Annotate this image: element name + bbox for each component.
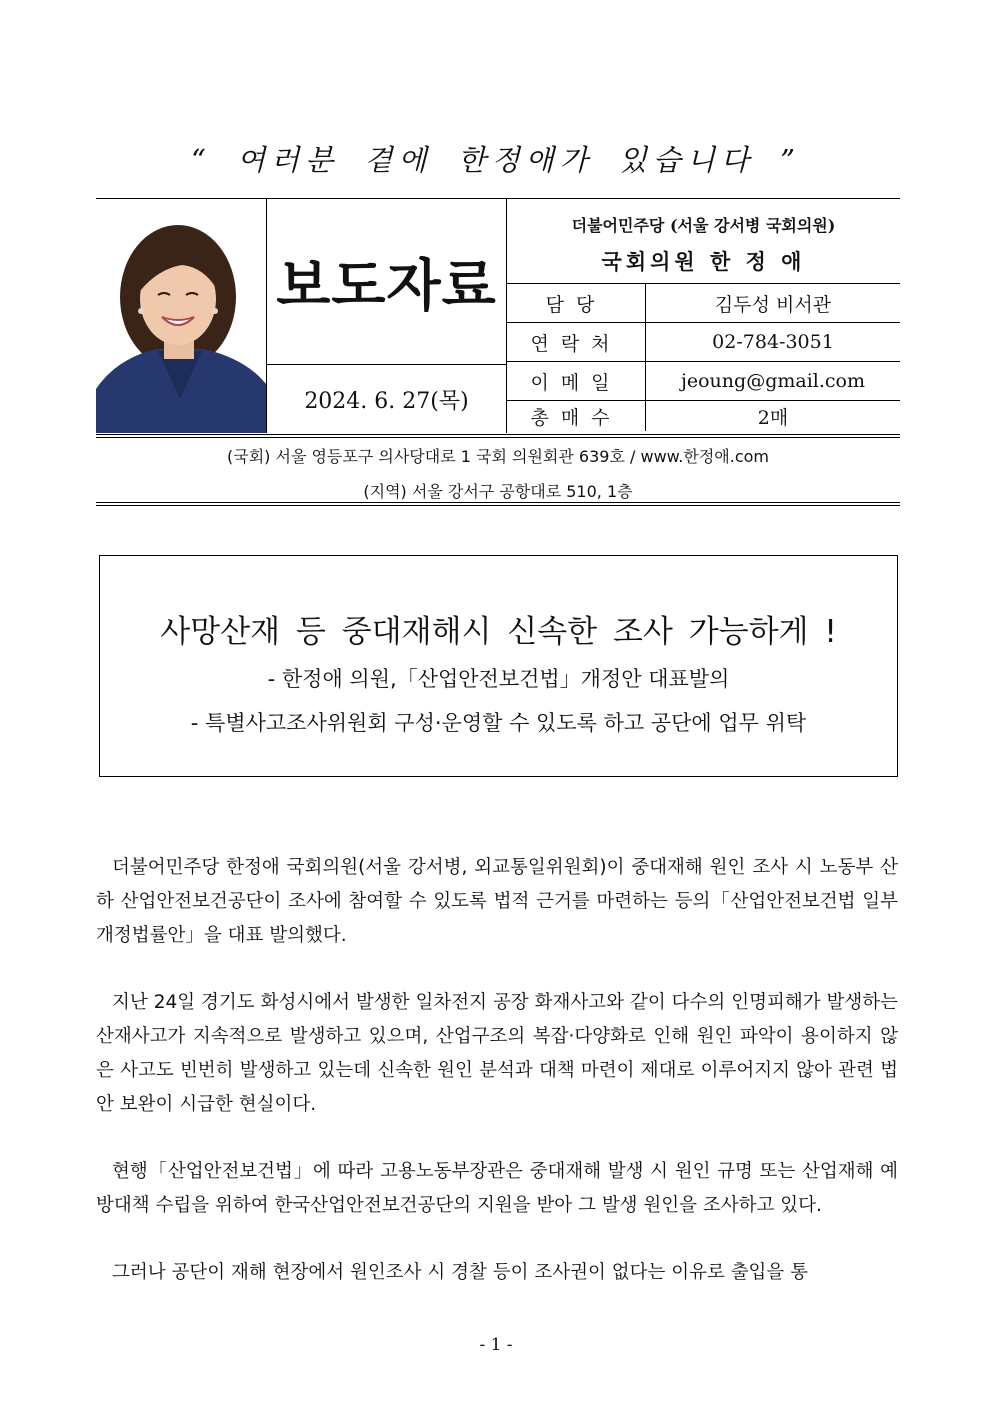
doc-type-title: 보도자료 xyxy=(276,253,497,319)
headline-box xyxy=(99,555,898,777)
contact-row-pages xyxy=(507,401,900,432)
paragraph: 현행「산업안전보건법」에 따라 고용노동부장관은 중대재해 발생 시 원인 규명 또는 산업재해 예방대책 수립을 위하여 한국산업안전보건공단의 지원을 받아 그 발생 원인을 조사하고 있다. xyxy=(96,1161,898,1216)
member-info-cell xyxy=(507,199,900,284)
contact-row-email xyxy=(507,362,900,401)
contact-value: 2매 xyxy=(757,406,789,429)
divider xyxy=(96,502,900,506)
page-number: - 1 - xyxy=(479,1335,513,1355)
address-district: (지역) 서울 강서구 공항대로 510, 1층 xyxy=(363,482,633,501)
press-release-header xyxy=(96,198,900,435)
contact-value: 02-784-3051 xyxy=(646,323,901,362)
slogan: “ 여러분 곁에 한정애가 있습니다 ” xyxy=(191,143,801,177)
contact-key: 이메일 xyxy=(507,362,646,401)
contact-row-phone xyxy=(507,323,900,362)
contact-key: 연락처 xyxy=(507,323,646,362)
member-name: 국회의원 한 정 애 xyxy=(601,249,806,274)
party-affiliation: 더불어민주당 (서울 강서병 국회의원) xyxy=(571,216,836,235)
contact-key: 총매수 xyxy=(507,401,646,432)
paragraph: 지난 24일 경기도 화성시에서 발생한 일차전지 공장 화재사고와 같이 다수의 인명피해가 발생하는 산재사고가 지속적으로 발생하고 있으며, 산업구조의 복잡·다양화로 인해 원인 파악이 용이하지 않은 사고도 빈번히 발생하고 있는데 신속한 원인 분석과 대책 마련이 제대로 이루어지지 않아 관련 법안 보완이 시급한 현실이다. xyxy=(96,992,898,1115)
doc-type-cell xyxy=(267,199,507,365)
paragraph: 더불어민주당 한정애 국회의원(서울 강서병, 외교통일위원회)이 중대재해 원인 조사 시 노동부 산하 산업안전보건공단이 조사에 참여할 수 있도록 법적 근거를 마련하는 등의「산업안전보건법 일부개정법률안」을 대표 발의했다. xyxy=(96,857,898,946)
paragraph: 그러나 공단이 재해 현장에서 원인조사 시 경찰 등이 조사권이 없다는 이유로 출입을 통 xyxy=(112,1262,809,1283)
address-national-assembly: (국회) 서울 영등포구 의사당대로 1 국회 의원회관 639호 / www.한정애.com xyxy=(227,447,769,466)
headline-subtitle-1: - 한정애 의원,「산업안전보건법」개정안 대표발의 xyxy=(267,667,730,691)
release-date: 2024. 6. 27(목) xyxy=(267,365,507,433)
contact-key: 담당 xyxy=(507,284,646,323)
contact-row-manager xyxy=(507,284,900,323)
divider xyxy=(96,434,900,438)
article-body xyxy=(96,851,898,1323)
contact-table xyxy=(507,284,900,431)
contact-value: jeoung@gmail.com xyxy=(646,362,901,401)
contact-value: 김두성 비서관 xyxy=(646,284,901,323)
headline-subtitle-2: - 특별사고조사위원회 구성·운영할 수 있도록 하고 공단에 업무 위탁 xyxy=(190,711,807,735)
member-photo xyxy=(96,199,267,433)
headline-title: 사망산재 등 중대재해시 신속한 조사 가능하게 ! xyxy=(160,614,837,650)
